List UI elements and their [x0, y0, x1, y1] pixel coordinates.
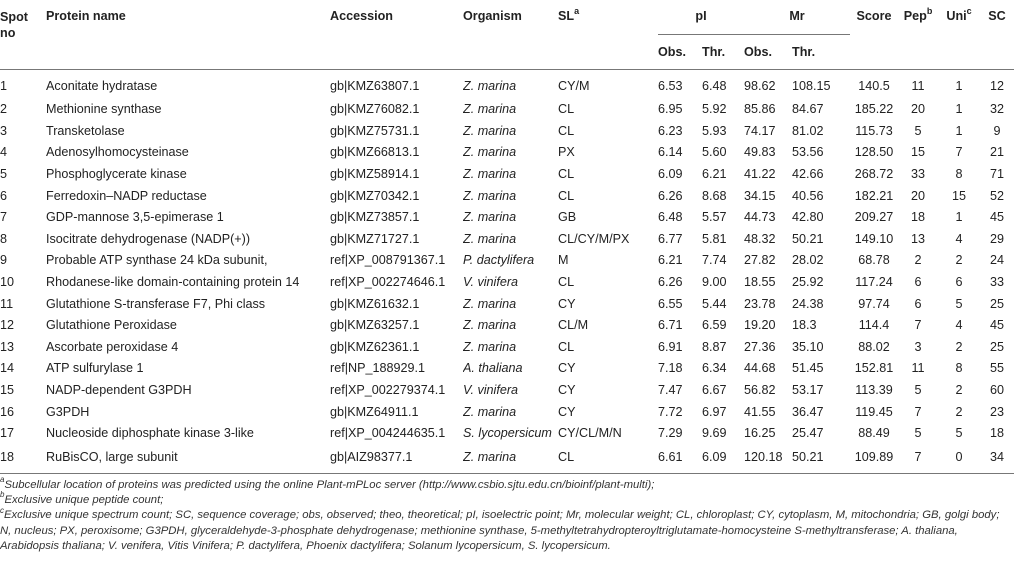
cell-spot: 4	[0, 145, 8, 160]
table-row	[0, 314, 1014, 336]
cell-accession: gb|KMZ66813.1	[330, 145, 420, 160]
header-spot	[0, 0, 46, 69]
cell-score: 128.50	[854, 145, 894, 160]
cell-protein-name: Nucleoside diphosphate kinase 3-like	[46, 426, 254, 441]
cell-pep: 6	[914, 296, 922, 311]
cell-accession: gb|KMZ61632.1	[330, 296, 420, 311]
cell-score: 117.24	[855, 275, 893, 290]
cell-pep: 7	[914, 318, 922, 333]
cell-mr-thr: 53.17	[792, 383, 824, 398]
cell-uni: 6	[955, 275, 963, 290]
header-pi-obs: Obs.	[658, 34, 702, 69]
cell-sl: CL	[558, 444, 658, 474]
cell-organism: Z. marina	[463, 102, 517, 117]
cell-pi-obs: 6.14	[658, 145, 683, 160]
cell-pi-obs: 6.48	[658, 210, 683, 225]
cell-mr-obs: 44.73	[744, 210, 776, 225]
cell-accession: ref|XP_008791367.1	[330, 253, 446, 268]
cell-spot: 13	[0, 339, 15, 354]
cell-uni: 15	[952, 188, 967, 203]
footnote-b	[0, 490, 1010, 508]
cell-pep: 18	[911, 210, 926, 225]
cell-accession: gb|KMZ70342.1	[330, 188, 420, 203]
table-footnotes	[0, 475, 1010, 554]
cell-mr-thr: 24.38	[792, 296, 824, 311]
cell-protein-name: Aconitate hydratase	[46, 79, 158, 93]
cell-spot: 6	[0, 188, 8, 203]
header-pep	[898, 0, 938, 69]
footnote-b-mark: b	[0, 490, 5, 500]
cell-organism: P. dactylifera	[463, 253, 535, 268]
cell-sc: 18	[990, 426, 1005, 441]
table-row	[0, 228, 1014, 250]
cell-sl: CL	[558, 102, 575, 117]
cell-protein-name: Glutathione S-transferase F7, Phi class	[46, 296, 266, 311]
header-pi-thr: Thr.	[702, 34, 744, 69]
cell-sl: CL	[558, 275, 575, 290]
cell-accession: gb|AIZ98377.1	[330, 444, 463, 474]
cell-uni: 8	[955, 167, 963, 182]
cell-organism: V. vinifera	[463, 383, 519, 398]
cell-sc: 25	[990, 296, 1005, 311]
header-sl-footnote-mark: a	[574, 5, 580, 16]
cell-spot: 1	[0, 79, 8, 93]
cell-uni: 8	[955, 361, 963, 376]
cell-pi-obs: 6.26	[658, 188, 683, 203]
cell-protein-name: G3PDH	[46, 404, 90, 419]
cell-score: 182.21	[854, 188, 894, 203]
footnote-c-mark: c	[0, 505, 4, 515]
cell-pi-thr: 6.21	[702, 167, 727, 182]
cell-pi-thr: 6.97	[702, 404, 727, 419]
cell-mr-thr: 25.47	[792, 426, 824, 441]
cell-accession: ref|XP_002274646.1	[330, 275, 446, 290]
cell-sc: 21	[990, 145, 1005, 160]
header-accession: Accession	[330, 0, 463, 69]
cell-uni: 1	[955, 102, 963, 117]
cell-uni: 4	[955, 318, 963, 333]
table-row	[0, 120, 1014, 142]
cell-pi-obs: 7.18	[658, 361, 683, 376]
cell-spot: 2	[0, 102, 8, 117]
cell-pi-obs: 6.95	[658, 102, 683, 117]
cell-sc: 33	[990, 275, 1005, 290]
cell-organism: Z. marina	[463, 404, 517, 419]
cell-accession: ref|XP_004244635.1	[330, 426, 446, 441]
cell-score: 88.02	[858, 339, 890, 354]
cell-spot: 14	[0, 361, 15, 376]
cell-protein-name: RuBisCO, large subunit	[46, 444, 330, 474]
cell-pep: 13	[911, 231, 926, 246]
cell-sc: 24	[990, 253, 1005, 268]
header-uni-label: Uni	[946, 9, 967, 23]
table-row	[0, 422, 1014, 444]
cell-pi-obs: 6.61	[658, 444, 702, 474]
cell-mr-thr: 40.56	[792, 188, 824, 203]
cell-sc: 29	[990, 231, 1005, 246]
cell-sl: CY	[558, 361, 576, 376]
cell-sc: 71	[990, 167, 1005, 182]
cell-protein-name: Ascorbate peroxidase 4	[46, 339, 179, 354]
cell-pep: 5	[914, 383, 922, 398]
cell-accession: gb|KMZ75731.1	[330, 123, 420, 138]
cell-pi-obs: 6.09	[658, 167, 683, 182]
cell-pi-obs: 6.23	[658, 123, 683, 138]
cell-score: 115.73	[855, 123, 893, 138]
footnote-a	[0, 475, 1010, 493]
cell-score: 152.81	[854, 361, 894, 376]
cell-pi-thr: 9.69	[702, 426, 727, 441]
cell-sc: 60	[990, 383, 1005, 398]
footnote-a-mark: a	[0, 475, 5, 485]
cell-mr-thr: 108.15	[792, 79, 831, 93]
cell-mr-thr: 53.56	[792, 145, 824, 160]
table-row	[0, 293, 1014, 315]
cell-organism: Z. marina	[463, 339, 517, 354]
cell-mr-thr: 51.45	[792, 361, 824, 376]
cell-pep: 5	[914, 123, 922, 138]
cell-sl: CY/CL/M/N	[558, 426, 622, 441]
cell-pi-obs: 6.91	[658, 339, 683, 354]
cell-mr-thr: 36.47	[792, 404, 824, 419]
cell-pi-obs: 6.26	[658, 275, 683, 290]
cell-score: 119.45	[855, 404, 893, 419]
cell-mr-obs: 41.22	[744, 167, 776, 182]
footnote-c-text: Exclusive unique spectrum count; SC, sequence coverage; obs, observed; theo, theoretical; pI, isoelectric point; Mr, molecular weight; CL, chloroplast; CY, cytoplasm, M, mitochondria; GB, golgi body; N, nucleus; PX, peroxisome; G3PDH, glyceraldehyde-3-phosphate dehydrogenase; methionine synthase, 5-methyltetrahydropteroyltriglutamate-homocysteine S-methyltransferase; A. thaliana, Arabidopsis thaliana; V. venifera, Vitis Vinifera; P. dactylifera, Phoenix dactylifera; Solanum lycopersicum, S. lycopersicum.	[0, 509, 1000, 552]
cell-score: 149.10	[854, 231, 894, 246]
cell-score: 97.74	[858, 296, 890, 311]
footnote-a-text: Subcellular location of proteins was predicted using the online Plant-mPLoc server (http://www.csbio.sjtu.edu.cn/bioinf/plant-multi);	[4, 479, 655, 491]
header-mr-thr: Thr.	[792, 34, 850, 69]
cell-pep: 15	[911, 145, 926, 160]
cell-uni: 2	[955, 404, 963, 419]
cell-pi-thr: 5.60	[702, 145, 727, 160]
cell-score: 185.22	[854, 102, 894, 117]
cell-protein-name: GDP-mannose 3,5-epimerase 1	[46, 210, 224, 225]
cell-sc: 45	[990, 318, 1005, 333]
cell-sl: CY	[558, 383, 576, 398]
cell-organism: Z. marina	[463, 444, 558, 474]
cell-accession: ref|NP_188929.1	[330, 361, 425, 376]
table-header	[0, 0, 1014, 69]
cell-pi-thr: 8.68	[702, 188, 727, 203]
cell-pi-thr: 7.74	[702, 253, 727, 268]
cell-pi-obs: 6.21	[658, 253, 683, 268]
cell-sl: CL	[558, 339, 575, 354]
cell-organism: Z. marina	[463, 188, 517, 203]
cell-organism: Z. marina	[463, 145, 517, 160]
cell-organism: Z. marina	[463, 79, 517, 93]
cell-protein-name: Transketolase	[46, 123, 125, 138]
cell-mr-thr: 42.80	[792, 210, 824, 225]
cell-uni: 5	[955, 296, 963, 311]
cell-sc: 12	[990, 79, 1005, 93]
cell-pi-obs: 6.71	[658, 318, 683, 333]
cell-pep: 20	[911, 188, 926, 203]
cell-accession: gb|KMZ76082.1	[330, 102, 420, 117]
cell-pi-thr: 5.81	[702, 231, 727, 246]
cell-sl: CL/M	[558, 318, 589, 333]
cell-pi-obs: 6.53	[658, 79, 683, 93]
cell-pi-thr: 5.44	[702, 296, 727, 311]
table-row	[0, 99, 1014, 121]
cell-uni: 4	[955, 231, 963, 246]
cell-protein-name: Probable ATP synthase 24 kDa subunit,	[46, 253, 268, 268]
cell-mr-obs: 16.25	[744, 426, 776, 441]
header-spot-label: Spot no	[0, 10, 28, 40]
cell-mr-obs: 120.18	[744, 444, 792, 474]
cell-organism: Z. marina	[463, 296, 517, 311]
cell-pi-obs: 7.29	[658, 426, 683, 441]
footnote-c	[0, 505, 1010, 554]
table-row	[0, 185, 1014, 207]
cell-pi-thr: 6.34	[702, 361, 727, 376]
cell-protein-name: Methionine synthase	[46, 102, 162, 117]
cell-uni: 1	[955, 210, 963, 225]
cell-pi-obs: 7.72	[658, 404, 683, 419]
cell-pi-thr: 5.92	[702, 102, 727, 117]
cell-sl: PX	[558, 145, 575, 160]
cell-organism: V. vinifera	[463, 275, 519, 290]
cell-mr-obs: 19.20	[744, 318, 776, 333]
cell-spot: 12	[0, 318, 15, 333]
cell-pep: 7	[914, 404, 922, 419]
header-uni	[938, 0, 980, 69]
cell-mr-thr: 25.92	[792, 275, 824, 290]
cell-protein-name: Glutathione Peroxidase	[46, 318, 177, 333]
header-pep-footnote-mark: b	[926, 5, 933, 16]
cell-protein-name: ATP sulfurylase 1	[46, 361, 144, 376]
cell-pep: 2	[914, 253, 922, 268]
cell-pi-thr: 5.57	[702, 210, 727, 225]
cell-mr-obs: 41.55	[744, 404, 776, 419]
cell-pi-thr: 6.67	[702, 383, 727, 398]
cell-protein-name: Isocitrate dehydrogenase (NADP(+))	[46, 231, 251, 246]
cell-spot: 11	[0, 296, 14, 311]
cell-mr-obs: 49.83	[744, 145, 776, 160]
cell-spot: 10	[0, 275, 15, 290]
cell-pep: 20	[911, 102, 926, 117]
cell-mr-obs: 23.78	[744, 296, 776, 311]
cell-mr-thr: 35.10	[792, 339, 824, 354]
table-row	[0, 142, 1014, 164]
cell-accession: ref|XP_002279374.1	[330, 383, 446, 398]
cell-sl: CY	[558, 296, 576, 311]
cell-pi-obs: 6.55	[658, 296, 683, 311]
cell-spot: 18	[0, 444, 46, 474]
cell-pep: 6	[914, 275, 922, 290]
cell-pi-thr: 6.48	[702, 79, 727, 93]
cell-mr-obs: 48.32	[744, 231, 776, 246]
header-sl-label: SL	[558, 9, 575, 23]
cell-sc: 32	[990, 102, 1005, 117]
cell-uni: 0	[938, 444, 980, 474]
cell-sc: 23	[990, 404, 1005, 419]
table-row	[0, 358, 1014, 380]
cell-mr-obs: 85.86	[744, 102, 776, 117]
cell-sl: CY/M	[558, 79, 590, 93]
header-pep-label: Pep	[903, 9, 927, 23]
cell-mr-obs: 27.36	[744, 339, 776, 354]
cell-organism: Z. marina	[463, 167, 517, 182]
header-uni-footnote-mark: c	[966, 5, 972, 16]
table-row	[0, 250, 1014, 272]
cell-sc: 34	[980, 444, 1014, 474]
cell-organism: Z. marina	[463, 318, 517, 333]
table-row	[0, 163, 1014, 185]
cell-mr-obs: 27.82	[744, 253, 776, 268]
table-row	[0, 271, 1014, 293]
cell-organism: Z. marina	[463, 210, 517, 225]
cell-accession: gb|KMZ73857.1	[330, 210, 420, 225]
cell-score: 209.27	[854, 210, 894, 225]
cell-organism: A. thaliana	[463, 361, 523, 376]
cell-pi-obs: 7.47	[658, 383, 683, 398]
table-row	[0, 401, 1014, 423]
cell-pep: 11	[911, 361, 925, 376]
cell-spot: 17	[0, 426, 15, 441]
table-row	[0, 379, 1014, 401]
cell-uni: 1	[955, 123, 963, 138]
table-row	[0, 444, 1014, 474]
cell-spot: 15	[0, 383, 15, 398]
cell-score: 140.5	[858, 79, 890, 93]
table-row	[0, 69, 1014, 99]
cell-pi-thr: 6.59	[702, 318, 727, 333]
cell-mr-thr: 18.3	[792, 318, 817, 333]
cell-protein-name: Ferredoxin–NADP reductase	[46, 188, 207, 203]
cell-score: 114.4	[858, 318, 890, 333]
cell-protein-name: Phosphoglycerate kinase	[46, 167, 187, 182]
cell-sc: 55	[990, 361, 1005, 376]
cell-accession: gb|KMZ63807.1	[330, 79, 420, 93]
header-mr: Mr	[744, 0, 850, 34]
cell-pep: 7	[898, 444, 938, 474]
header-mr-obs: Obs.	[744, 34, 792, 69]
cell-mr-obs: 44.68	[744, 361, 776, 376]
cell-accession: gb|KMZ64911.1	[330, 404, 419, 419]
cell-sl: CL	[558, 123, 575, 138]
cell-sl: M	[558, 253, 569, 268]
cell-accession: gb|KMZ71727.1	[330, 231, 420, 246]
cell-sc: 25	[990, 339, 1005, 354]
cell-sc: 45	[990, 210, 1005, 225]
cell-organism: S. lycopersicum	[463, 426, 552, 441]
header-score: Score	[850, 0, 898, 69]
cell-mr-thr: 50.21	[792, 444, 850, 474]
header-pi: pI	[658, 0, 744, 34]
cell-protein-name: Rhodanese-like domain-containing protein 14	[46, 275, 300, 290]
cell-score: 268.72	[854, 167, 894, 182]
cell-organism: Z. marina	[463, 231, 517, 246]
cell-pi-thr: 9.00	[702, 275, 727, 290]
cell-pep: 33	[911, 167, 926, 182]
cell-sl: GB	[558, 210, 577, 225]
cell-organism: Z. marina	[463, 123, 517, 138]
cell-score: 88.49	[858, 426, 890, 441]
cell-pep: 11	[911, 79, 925, 93]
cell-pi-thr: 8.87	[702, 339, 727, 354]
cell-pep: 3	[914, 339, 922, 354]
cell-sl: CL/CY/M/PX	[558, 231, 630, 246]
cell-sl: CL	[558, 167, 575, 182]
cell-mr-obs: 98.62	[744, 79, 776, 93]
cell-spot: 3	[0, 123, 8, 138]
cell-sc: 9	[993, 123, 1001, 138]
footnote-b-text: Exclusive unique peptide count;	[4, 494, 164, 507]
cell-accession: gb|KMZ63257.1	[330, 318, 420, 333]
cell-mr-thr: 81.02	[792, 123, 824, 138]
cell-spot: 9	[0, 253, 8, 268]
cell-uni: 7	[955, 145, 963, 160]
cell-sl: CL	[558, 188, 575, 203]
cell-mr-obs: 34.15	[744, 188, 776, 203]
header-organism: Organism	[463, 0, 558, 69]
cell-spot: 7	[0, 210, 8, 225]
cell-spot: 8	[0, 231, 8, 246]
header-protein-name: Protein name	[46, 0, 330, 69]
cell-mr-thr: 42.66	[792, 167, 824, 182]
cell-pi-obs: 6.77	[658, 231, 683, 246]
cell-uni: 5	[955, 426, 963, 441]
header-sl	[558, 0, 658, 69]
cell-mr-thr: 84.67	[792, 102, 824, 117]
cell-spot: 16	[0, 404, 15, 419]
cell-uni: 2	[955, 383, 963, 398]
cell-uni: 1	[955, 79, 963, 93]
cell-pi-thr: 5.93	[702, 123, 727, 138]
cell-spot: 5	[0, 167, 8, 182]
cell-uni: 2	[955, 339, 963, 354]
cell-accession: gb|KMZ58914.1	[330, 167, 420, 182]
cell-score: 109.89	[850, 444, 898, 474]
cell-pi-thr: 6.09	[702, 444, 744, 474]
cell-protein-name: NADP-dependent G3PDH	[46, 383, 192, 398]
table-row	[0, 336, 1014, 358]
cell-protein-name: Adenosylhomocysteinase	[46, 145, 189, 160]
table-body	[0, 69, 1014, 474]
cell-mr-obs: 18.55	[744, 275, 776, 290]
cell-mr-thr: 50.21	[792, 231, 824, 246]
cell-sc: 52	[990, 188, 1005, 203]
header-sc: SC	[980, 0, 1014, 69]
cell-score: 113.39	[855, 383, 893, 398]
cell-uni: 2	[955, 253, 963, 268]
cell-sl: CY	[558, 404, 576, 419]
cell-mr-thr: 28.02	[792, 253, 824, 268]
cell-mr-obs: 56.82	[744, 383, 776, 398]
cell-pep: 5	[914, 426, 922, 441]
cell-score: 68.78	[858, 253, 890, 268]
cell-accession: gb|KMZ62361.1	[330, 339, 420, 354]
table-row	[0, 206, 1014, 228]
cell-mr-obs: 74.17	[744, 123, 776, 138]
